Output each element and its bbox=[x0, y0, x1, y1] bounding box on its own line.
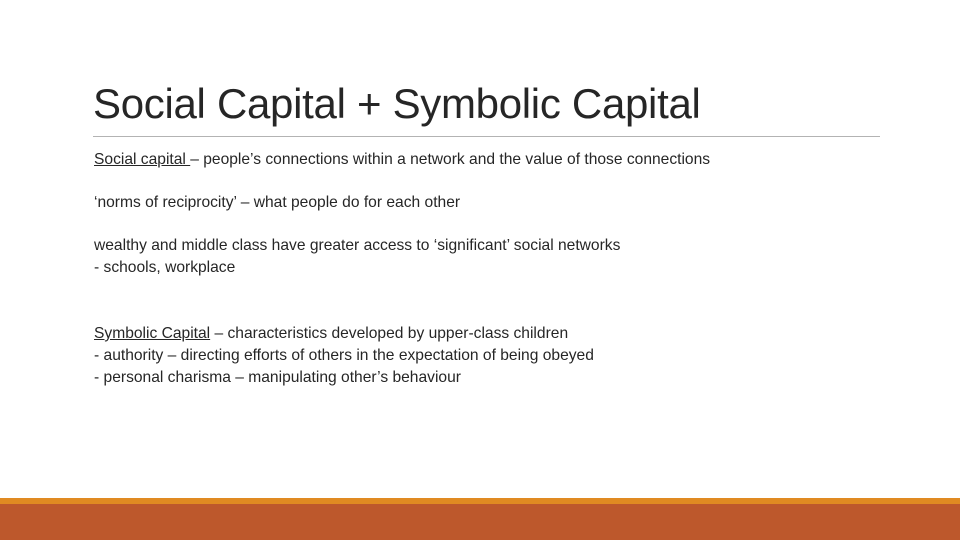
paragraph-norms-of-reciprocity bbox=[94, 192, 894, 214]
slide-body bbox=[94, 149, 894, 389]
symbolic-capital-charisma: - personal charisma – manipulating other’s behaviour bbox=[94, 369, 461, 386]
symbolic-capital-authority: - authority – directing efforts of others in the expectation of being obeyed bbox=[94, 347, 594, 364]
term-social-capital: Social capital bbox=[94, 151, 191, 168]
title-divider bbox=[93, 136, 880, 137]
social-networks-line: wealthy and middle class have greater access to ‘significant’ social networks bbox=[94, 237, 621, 254]
paragraph-symbolic-capital bbox=[94, 323, 894, 389]
norms-of-reciprocity-text: ‘norms of reciprocity’ – what people do for each other bbox=[94, 194, 461, 211]
paragraph-social-networks bbox=[94, 235, 894, 279]
symbolic-capital-line bbox=[94, 323, 894, 345]
term-symbolic-capital: Symbolic Capital bbox=[94, 325, 211, 342]
footer-accent-bar bbox=[0, 504, 960, 540]
paragraph-social-capital bbox=[94, 149, 894, 171]
slide-title: Social Capital + Symbolic Capital bbox=[93, 80, 701, 127]
definition-social-capital: – people’s connections within a network and the value of those connections bbox=[190, 151, 711, 168]
social-networks-examples: - schools, workplace bbox=[94, 259, 236, 276]
definition-symbolic-capital: – characteristics developed by upper-class children bbox=[210, 325, 569, 342]
